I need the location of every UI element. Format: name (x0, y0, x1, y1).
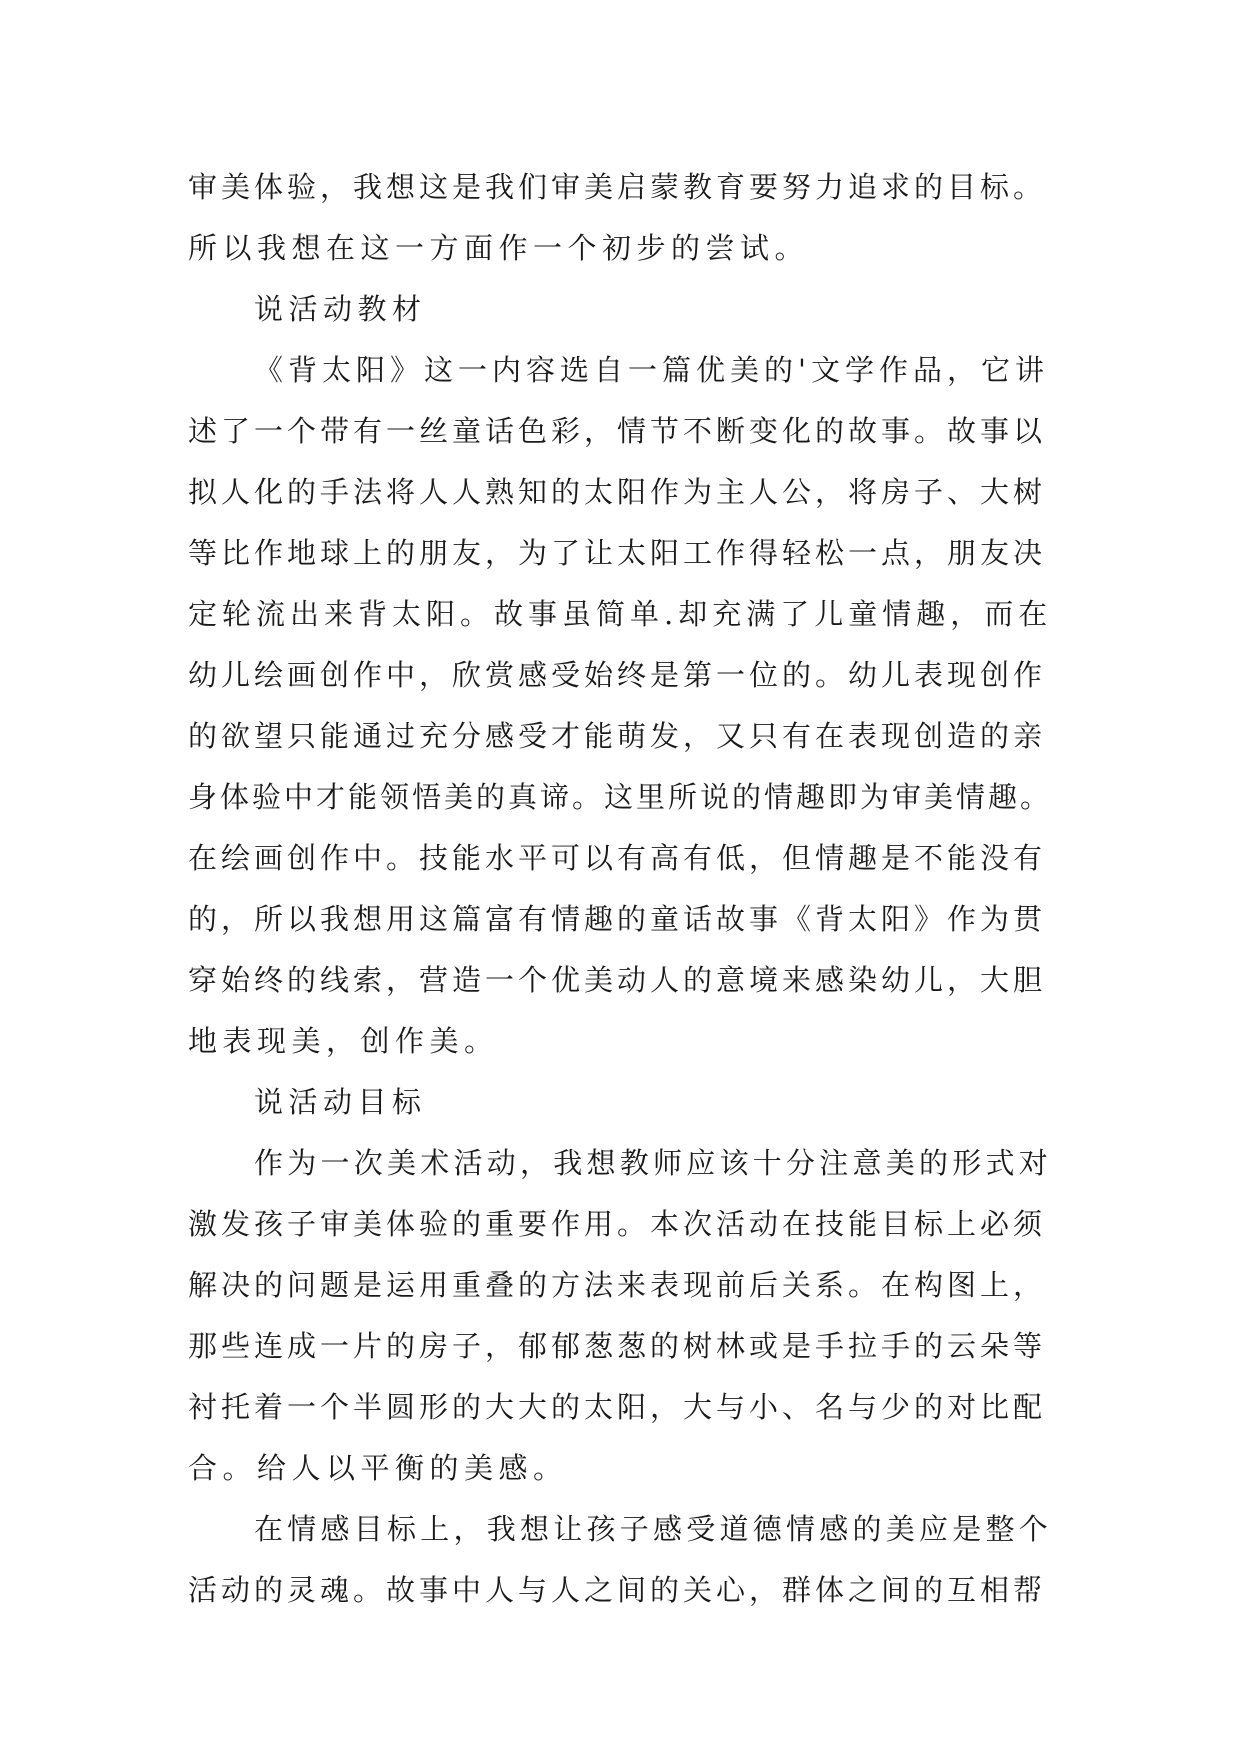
text-line: 穿始终的线索，营造一个优美动人的意境来感染幼儿，大胆 (188, 963, 1047, 997)
text-line: 那些连成一片的房子，郁郁葱葱的树林或是手拉手的云朵等 (188, 1329, 1047, 1363)
text-line: 述了一个带有一丝童话色彩，情节不断变化的故事。故事以 (188, 414, 1047, 448)
text-line: 审美体验，我想这是我们审美启蒙教育要努力追求的目标。 (188, 170, 1047, 204)
text-line: 等比作地球上的朋友，为了让太阳工作得轻松一点，朋友决 (188, 536, 1047, 570)
text-line: 活动的灵魂。故事中人与人之间的关心，群体之间的互相帮 (188, 1573, 1047, 1607)
text-line: 身体验中才能领悟美的真谛。这里所说的情趣即为审美情趣。 (188, 780, 1053, 814)
text-line: 合。给人以平衡的美感。 (188, 1451, 568, 1485)
text-line: 的欲望只能通过充分感受才能萌发，又只有在表现创造的亲 (188, 719, 1047, 753)
text-line: 《背太阳》这一内容选自一篇优美的'文学作品，它讲 (254, 353, 1049, 387)
text-line: 地表现美，创作美。 (188, 1024, 499, 1058)
text-line: 作为一次美术活动，我想教师应该十分注意美的形式对 (254, 1146, 1053, 1180)
section-heading-goals: 说活动目标 (254, 1085, 427, 1119)
text-line: 激发孩子审美体验的重要作用。本次活动在技能目标上必须 (188, 1207, 1047, 1241)
text-line: 在情感目标上，我想让孩子感受道德情感的美应是整个 (254, 1512, 1053, 1546)
text-line: 拟人化的手法将人人熟知的太阳作为主人公，将房子、大树 (188, 475, 1047, 509)
text-line: 的，所以我想用这篇富有情趣的童话故事《背太阳》作为贯 (188, 902, 1047, 936)
text-line: 定轮流出来背太阳。故事虽简单.却充满了儿童情趣，而在 (188, 597, 1053, 631)
text-line: 所以我想在这一方面作一个初步的尝试。 (188, 231, 810, 265)
section-heading-materials: 说活动教材 (254, 292, 427, 326)
text-line: 幼儿绘画创作中，欣赏感受始终是第一位的。幼儿表现创作 (188, 658, 1047, 692)
text-line: 衬托着一个半圆形的大大的太阳，大与小、名与少的对比配 (188, 1390, 1047, 1424)
document-body (188, 157, 1052, 1621)
text-line: 在绘画创作中。技能水平可以有高有低，但情趣是不能没有 (188, 841, 1047, 875)
text-line: 解决的问题是运用重叠的方法来表现前后关系。在构图上， (188, 1268, 1047, 1302)
